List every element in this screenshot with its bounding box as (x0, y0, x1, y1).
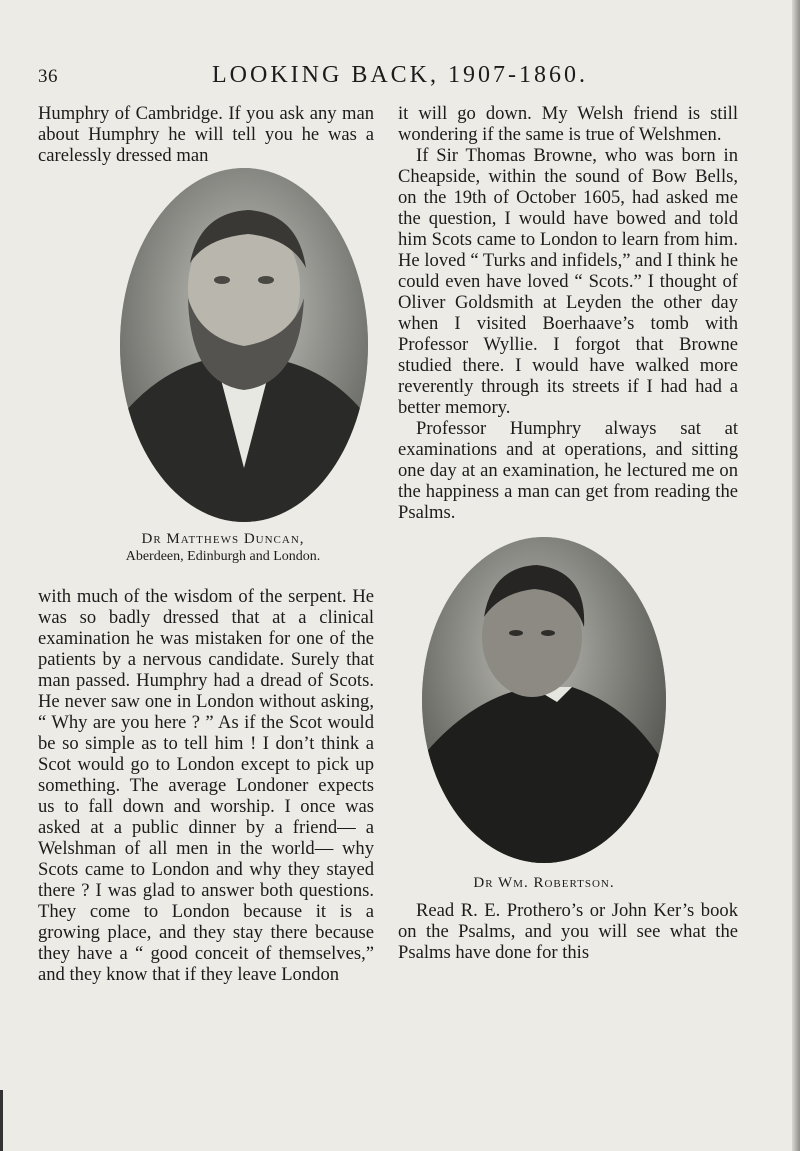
page-edge (792, 0, 800, 1151)
right-column-bottom-text (398, 900, 738, 963)
caption-duncan-name: Dr Matthews Duncan, (141, 531, 305, 547)
right-column-top-text (398, 103, 738, 523)
caption-robertson-name: Dr Wm. Robertson. (473, 875, 615, 891)
caption-duncan-places: Aberdeen, Edinburgh and London. (125, 549, 321, 564)
portrait-duncan-drawing (120, 168, 368, 522)
paragraph: with much of the wisdom of the serpent. He was so badly dressed that at a clinical examination he was mistaken for one of the patients by a nervous candidate. Surely that man passed. Humphry had a dread of Scots. He never saw one in London without asking, “ Why are you here ? ” As if the Scot would be so simple as to tell him ! I don’t think a Scot would go to London except to pick up something. The average Londoner expects us to fall down and worship. I once was asked at a public dinner by a friend— a Welshman of all men in the world— why Scots came to London and why they stayed there ? I was glad to answer both questions. They come to London because it is a growing place, and they stay there because they have a “ good conceit of themselves,” and they know that if they leave London (38, 586, 374, 985)
paragraph: If Sir Thomas Browne, who was born in Cheapside, within the sound of Bow Bells, on the 19th of October 1605, had asked me the question, I would have bowed and told him Scots came to London to learn from him. He loved “ Turks and infidels,” and I think he could even have loved “ Scots.” I thought of Oliver Goldsmith at Leyden the other day when I visited Boerhaave’s tomb with Professor Wyllie. I forgot that Browne studied there. I would have walked more reverently through its streets if I had had a better memory. (398, 145, 738, 418)
portrait-photo-duncan (120, 168, 368, 522)
portrait-robertson-drawing (422, 537, 666, 863)
left-column-top-text (38, 103, 374, 166)
paragraph: Professor Humphry always sat at examinations and at operations, and sitting one day at an examination, he lectured me on the happiness a man can get from reading the Psalms. (398, 418, 738, 523)
left-column-bottom-text (38, 586, 374, 985)
page-number: 36 (38, 66, 58, 87)
binding-mark (0, 1090, 3, 1151)
running-head: LOOKING BACK, 1907-1860. (212, 62, 588, 88)
portrait-photo-robertson (422, 537, 666, 863)
paragraph: it will go down. My Welsh friend is still wondering if the same is true of Welshmen. (398, 103, 738, 145)
paragraph: Read R. E. Prothero’s or John Ker’s book on the Psalms, and you will see what the Psalms have done for this (398, 900, 738, 963)
caption-duncan (40, 530, 406, 566)
caption-robertson (410, 874, 678, 892)
paragraph: Humphry of Cambridge. If you ask any man about Humphry he will tell you he was a carelessly dressed man (38, 103, 374, 166)
